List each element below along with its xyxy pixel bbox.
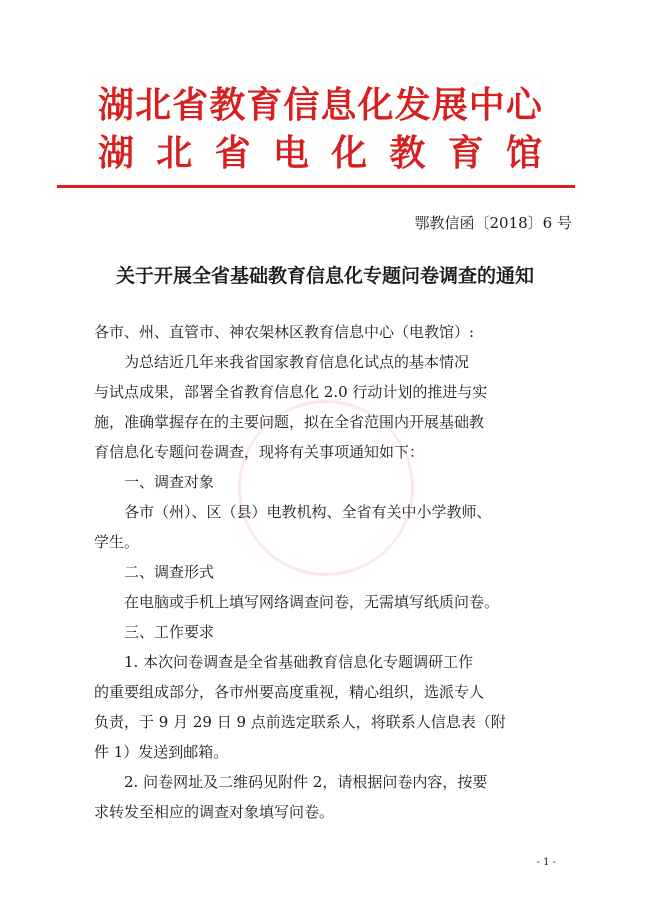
body-line: 学生。 xyxy=(94,533,140,551)
addressee-line: 各市、州、直管市、神农架林区教育信息中心（电教馆）: xyxy=(94,323,475,341)
body-line: 2. 问卷网址及二维码见附件 2，请根据问卷内容，按要 xyxy=(94,773,488,791)
header-org-line-1: 湖 北 省 教 育 信 息 化 发 展 中 心 xyxy=(98,84,542,126)
header-org-line-2: 湖 北 省 电 化 教 育 馆 xyxy=(98,132,542,174)
body-line: 各市（州）、区（县）电教机构、全省有关中小学教师、 xyxy=(94,503,492,521)
body-line: 负责，于 9 月 29 日 9 点前选定联系人，将联系人信息表（附 xyxy=(94,713,506,731)
body-line: 求转发至相应的调查对象填写问卷。 xyxy=(94,803,335,821)
section-heading: 一、调查对象 xyxy=(94,473,215,491)
body-line: 件 1）发送到邮箱。 xyxy=(94,743,229,761)
document-title: 关于开展全省基础教育信息化专题问卷调查的通知 xyxy=(115,265,534,287)
body-line: 育信息化专题问卷调查，现将有关事项通知如下： xyxy=(94,443,425,461)
section-heading: 二、调查形式 xyxy=(94,563,215,581)
red-divider-rule xyxy=(57,185,575,188)
body-line: 与试点成果，部署全省教育信息化 2.0 行动计划的推进与实 xyxy=(94,383,488,401)
body-line: 1. 本次问卷调查是全省基础教育信息化专题调研工作 xyxy=(94,653,474,671)
page-number: - 1 - xyxy=(536,857,556,868)
body-line: 在电脑或手机上填写网络调查问卷，无需填写纸质问卷。 xyxy=(94,593,500,611)
body-line: 为总结近几年来我省国家教育信息化试点的基本情况 xyxy=(94,353,470,371)
document-number: 鄂教信函〔2018〕6 号 xyxy=(414,214,572,232)
body-line: 施，准确掌握存在的主要问题，拟在全省范围内开展基础教 xyxy=(94,413,485,431)
section-heading: 三、工作要求 xyxy=(94,623,215,641)
body-line: 的重要组成部分，各市州要高度重视，精心组织，选派专人 xyxy=(94,683,485,701)
